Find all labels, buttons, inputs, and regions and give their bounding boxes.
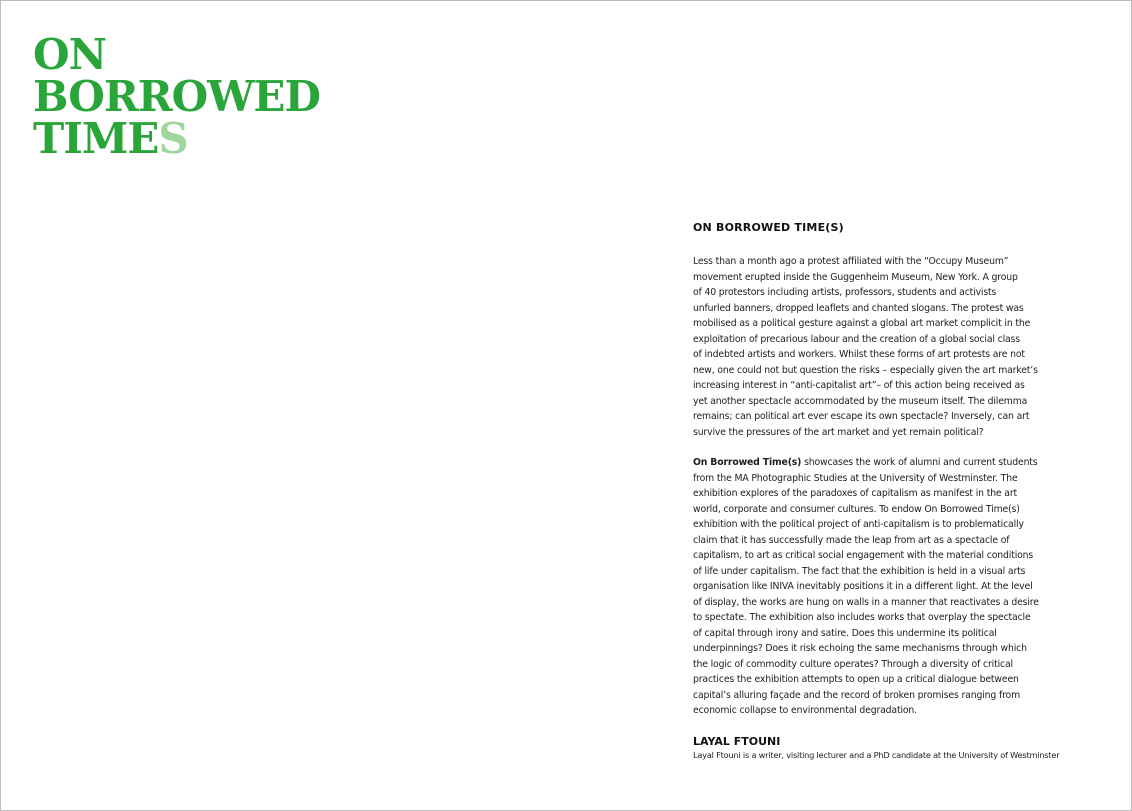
article-paragraph-2-line: claim that it has successfully made the leap from art as a spectacle of xyxy=(693,534,1010,546)
article-paragraph-2-line: exhibition explores of the paradoxes of capitalism as manifest in the art xyxy=(693,488,1018,499)
article-paragraph-2-line: the logic of commodity culture operates? Through a diversity of critical xyxy=(693,658,1013,670)
cover-title-line-3-main: TIME xyxy=(33,114,159,163)
article-paragraph-1-line: of 40 protestors including artists, professors, students and activists xyxy=(693,287,997,298)
article-paragraph-2-line: underpinnings? Does it risk echoing the same mechanisms through which xyxy=(693,643,1027,654)
article-paragraph-2-line: economic collapse to environmental degradation. xyxy=(693,705,917,716)
article-paragraph-2-line: of display, the works are hung on walls in a manner that reactivates a desire xyxy=(693,596,1039,608)
article-paragraph-1-line: survive the pressures of the art market and yet remain political? xyxy=(693,426,984,438)
article-paragraph-2-line: to spectate. The exhibition also includes works that overplay the spectacle xyxy=(693,612,1031,623)
article-paragraph-1-line: new, one could not but question the risks – especially given the art market’s xyxy=(693,364,1038,376)
paragraph-2-first-line-rest: showcases the work of alumni and current students xyxy=(801,457,1038,468)
article-paragraph-2-line: practices the exhibition attempts to open up a critical dialogue between xyxy=(693,674,1019,685)
article-paragraph-2-line xyxy=(693,455,1083,471)
article-paragraph-2-line: from the MA Photographic Studies at the University of Westminster. The xyxy=(693,472,1018,484)
exhibition-title-bold: On Borrowed Time(s) xyxy=(693,457,802,468)
article-paragraph-2-line: world, corporate and consumer cultures. To endow On Borrowed Time(s) xyxy=(693,503,1020,515)
article-paragraph-2-line: exhibition with the political project of anti-capitalism is to problematically xyxy=(693,519,1024,530)
article-paragraph-1-line: yet another spectacle accommodated by the museum itself. The dilemma xyxy=(693,395,1028,407)
author-name: LAYAL FTOUNI xyxy=(693,734,781,748)
article-paragraph-2-line: of capital through irony and satire. Does this undermine its political xyxy=(693,627,997,639)
article-paragraph-1-line: mobilised as a political gesture against a global art market complicit in the xyxy=(693,318,1031,329)
article-paragraph-2-line: capitalism, to art as critical social engagement with the material conditions xyxy=(693,550,1034,561)
article-paragraph-1 xyxy=(693,254,1083,440)
article-paragraph-1-line: of indebted artists and workers. Whilst these forms of art protests are not xyxy=(693,349,1025,360)
cover-title-line-1: ON xyxy=(33,30,106,79)
article-paragraph-2-line: organisation like INIVA inevitably positions it in a different light. At the level xyxy=(693,581,1033,592)
article-paragraph-1-line: exploitation of precarious labour and the creation of a global social class xyxy=(693,333,1020,345)
article-paragraph-1-line: increasing interest in “anti-capitalist art”– of this action being received as xyxy=(693,380,1025,391)
cover-title-line-2: BORROWED xyxy=(33,72,320,121)
article-paragraph-1-line: remains; can political art ever escape its own spectacle? Inversely, can art xyxy=(693,411,1030,422)
article-paragraph-1-line: unfurled banners, dropped leaflets and chanted slogans. The protest was xyxy=(693,302,1024,314)
cover-title-line-3-accent: S xyxy=(158,114,188,163)
article-paragraph-2 xyxy=(693,455,1083,719)
article-paragraph-1-line: movement erupted inside the Guggenheim Museum, New York. A group xyxy=(693,271,1018,283)
cover-title-line-3 xyxy=(33,114,320,163)
article-paragraph-2-line: of life under capitalism. The fact that the exhibition is held in a visual arts xyxy=(693,565,1026,577)
article-paragraph-1-line: Less than a month ago a protest affiliated with the “Occupy Museum” xyxy=(693,256,1009,267)
article-paragraph-2-line: capital’s alluring façade and the record of broken promises ranging from xyxy=(693,689,1020,701)
cover-title xyxy=(33,30,320,163)
article-column xyxy=(693,220,1083,761)
author-bio: Layal Ftouni is a writer, visiting lecturer and a PhD candidate at the University of Westminster xyxy=(693,749,1060,760)
article-heading: ON BORROWED TIME(S) xyxy=(693,221,844,234)
